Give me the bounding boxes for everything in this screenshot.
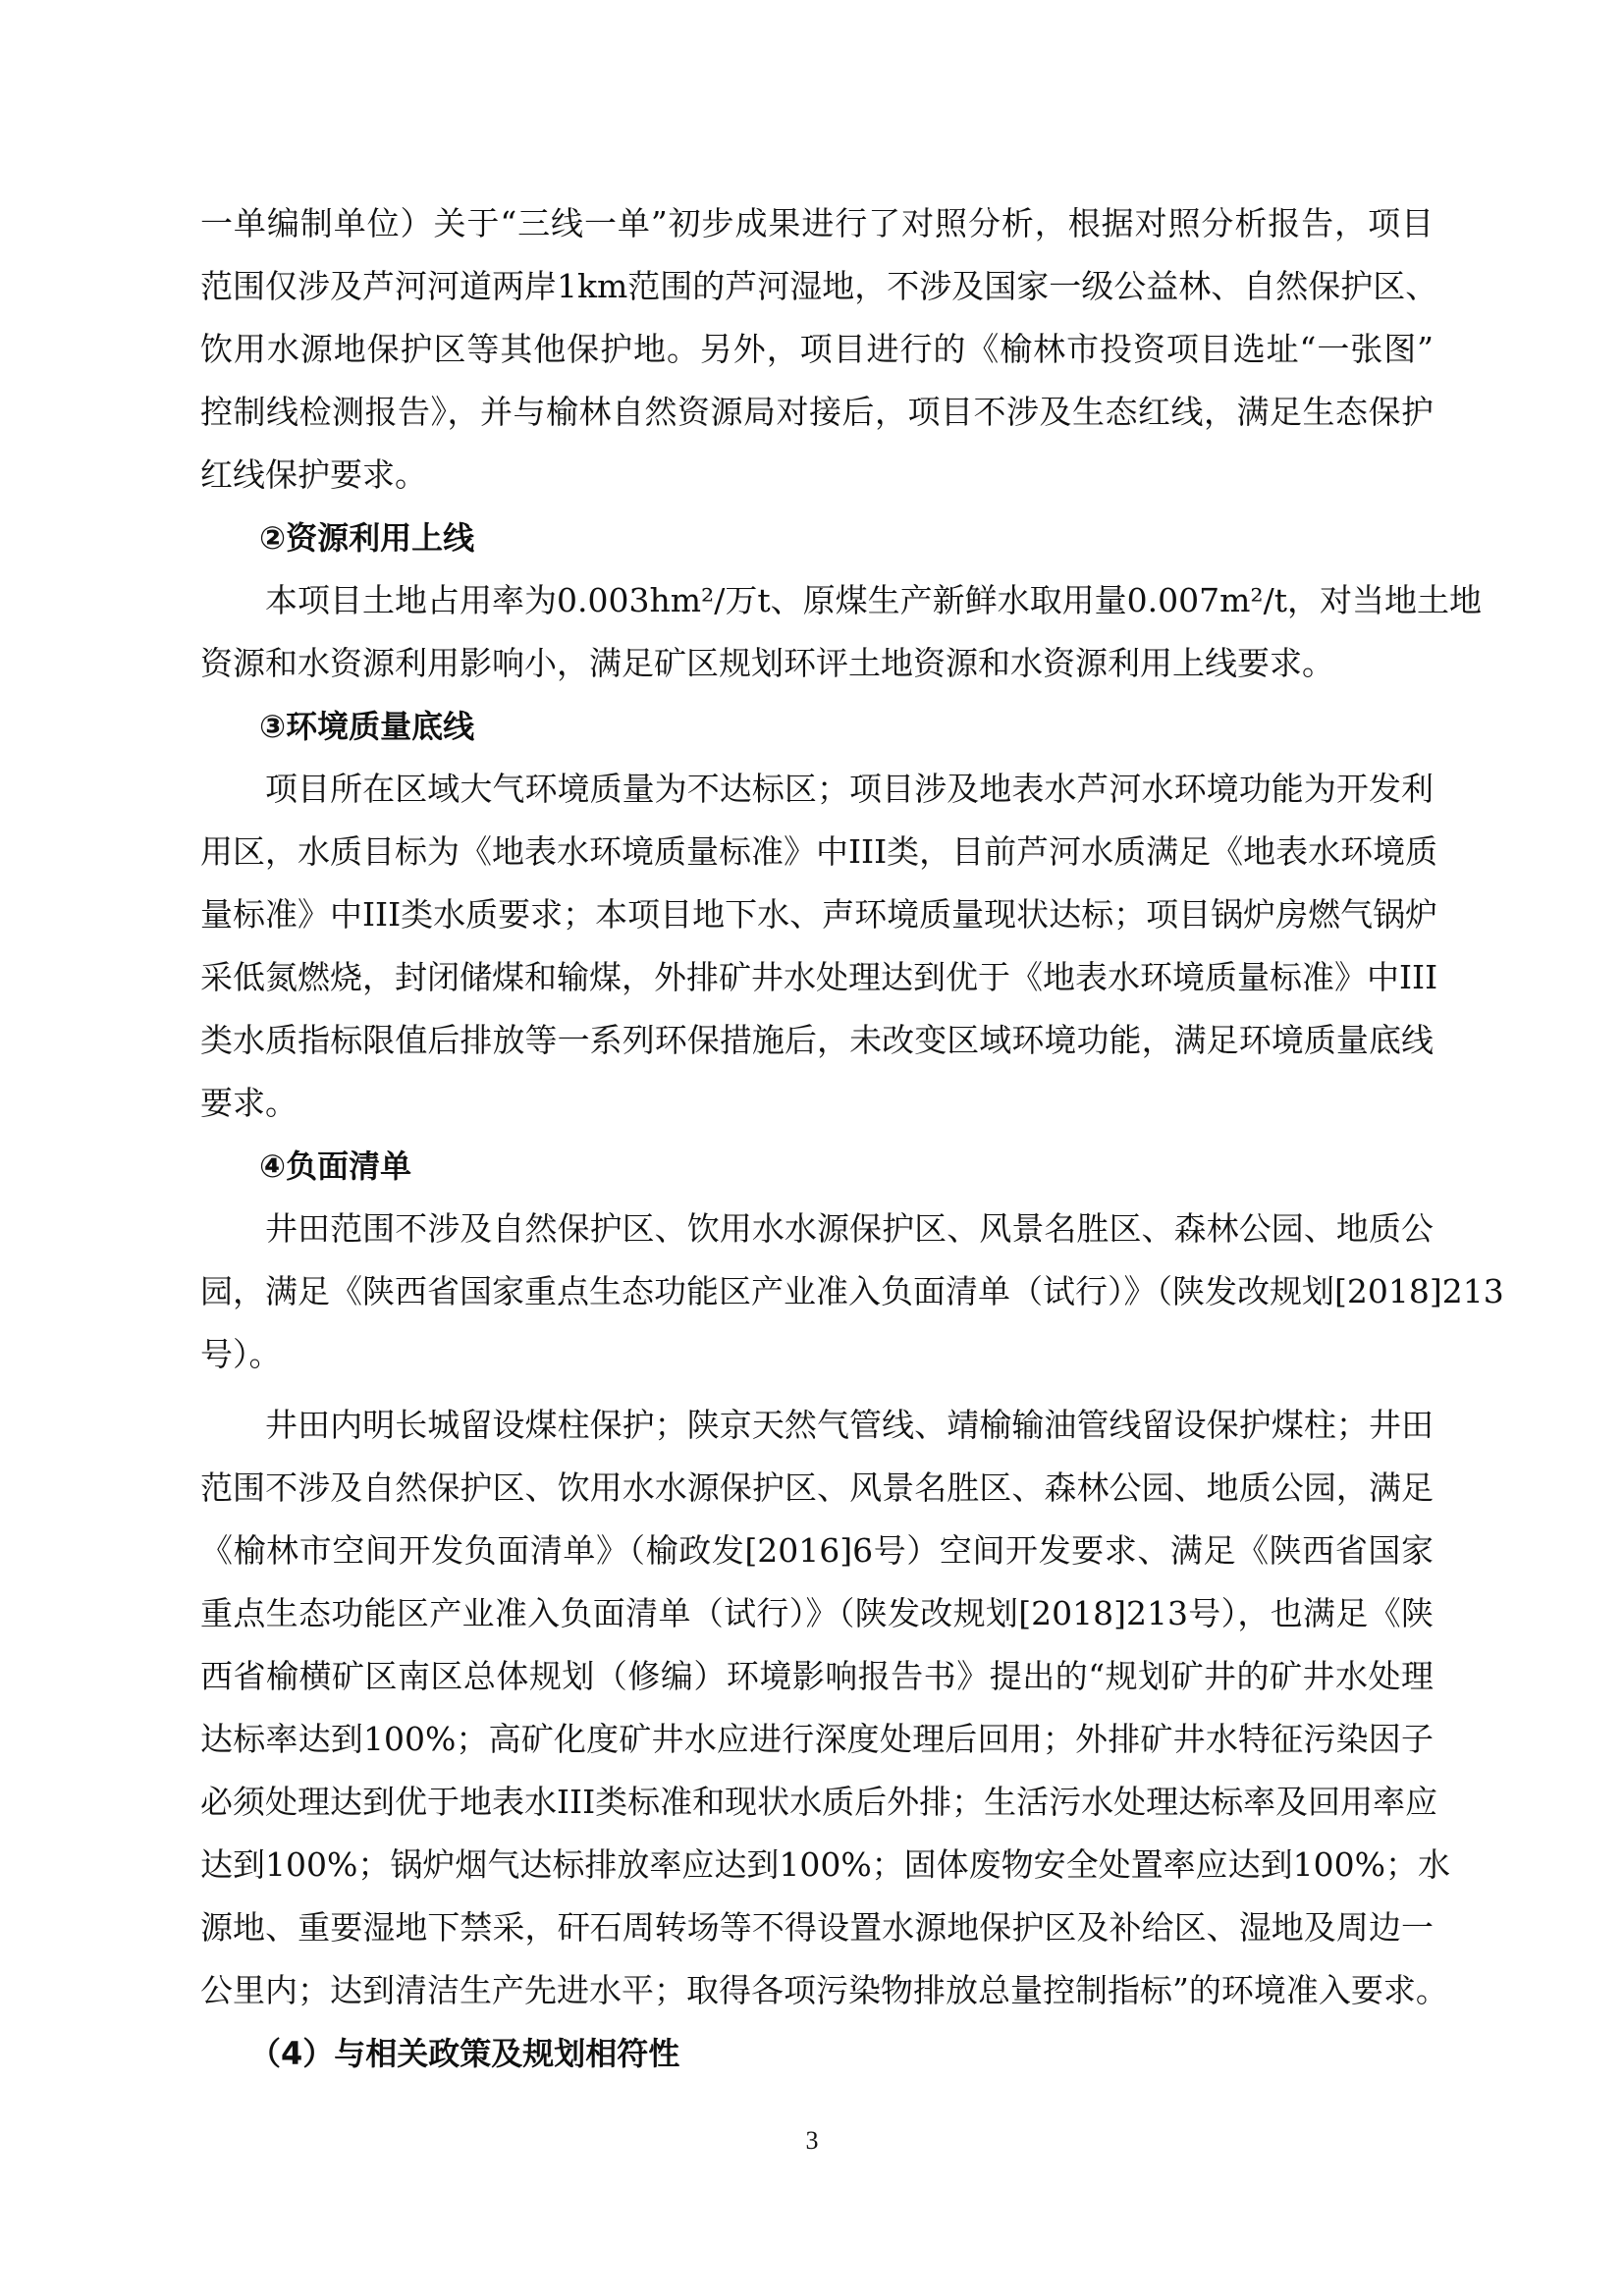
section-heading-environment-quality: ③环境质量底线 (259, 708, 475, 745)
paragraph-line: 达标率达到100%；高矿化度矿井水应进行深度处理后回用；外排矿井水特征污染因子 (200, 1720, 1434, 1758)
section-heading-resource-limit: ②资源利用上线 (259, 519, 475, 557)
paragraph-line: 必须处理达到优于地表水III类标准和现状水质后外排；生活污水处理达标率及回用率应 (200, 1783, 1438, 1821)
paragraph-line: 西省榆横矿区南区总体规划（修编）环境影响报告书》提出的“规划矿井的矿井水处理 (200, 1657, 1434, 1695)
paragraph-line: 采低氮燃烧，封闭储煤和输煤，外排矿井水处理达到优于《地表水环境质量标准》中III (200, 958, 1438, 996)
paragraph-line: 《榆林市空间开发负面清单》（榆政发[2016]6号）空间开发要求、满足《陕西省国家 (200, 1531, 1434, 1570)
paragraph-line: 项目所在区域大气环境质量为不达标区；项目涉及地表水芦河水环境功能为开发利 (265, 770, 1434, 808)
paragraph-line: 重点生态功能区产业准入负面清单（试行）》（陕发改规划[2018]213号），也满足《陕 (200, 1594, 1434, 1632)
paragraph-line: 饮用水源地保护区等其他保护地。另外，项目进行的《榆林市投资项目选址“一张图” (200, 330, 1434, 368)
paragraph-line: 达到100%；锅炉烟气达标排放率应达到100%；固体废物安全处置率应达到100%；水 (200, 1845, 1451, 1884)
section-heading-policy-conformity: （4）与相关政策及规划相符性 (249, 2035, 680, 2072)
section-heading-negative-list: ④负面清单 (259, 1148, 412, 1185)
paragraph-line: 号）。 (200, 1335, 282, 1373)
paragraph-line: 控制线检测报告》，并与榆林自然资源局对接后，项目不涉及生态红线，满足生态保护 (200, 393, 1434, 431)
paragraph-line: 井田内明长城留设煤柱保护；陕京天然气管线、靖榆输油管线留设保护煤柱；井田 (265, 1406, 1434, 1444)
paragraph-line: 源地、重要湿地下禁采，矸石周转场等不得设置水源地保护区及补给区、湿地及周边一 (200, 1908, 1434, 1947)
paragraph-line: 本项目土地占用率为0.003hm²/万t、原煤生产新鲜水取用量0.007m²/t，对当地土地 (265, 581, 1482, 619)
paragraph-line: 公里内；达到清洁生产先进水平；取得各项污染物排放总量控制指标”的环境准入要求。 (200, 1971, 1448, 2009)
paragraph-line: 类水质指标限值后排放等一系列环保措施后，未改变区域环境功能，满足环境质量底线 (200, 1021, 1434, 1059)
paragraph-line: 范围不涉及自然保护区、饮用水水源保护区、风景名胜区、森林公园、地质公园，满足 (200, 1468, 1434, 1507)
paragraph-spacer (200, 1386, 1434, 1394)
paragraph-line: 量标准》中III类水质要求；本项目地下水、声环境质量现状达标；项目锅炉房燃气锅炉 (200, 895, 1438, 934)
paragraph-line: 井田范围不涉及自然保护区、饮用水水源保护区、风景名胜区、森林公园、地质公 (265, 1209, 1434, 1248)
paragraph-line: 一单编制单位）关于“三线一单”初步成果进行了对照分析，根据对照分析报告，项目 (200, 204, 1434, 242)
paragraph-line: 红线保护要求。 (200, 455, 427, 494)
paragraph-line: 用区，水质目标为《地表水环境质量标准》中III类，目前芦河水质满足《地表水环境质 (200, 832, 1438, 871)
page-number: 3 (805, 2126, 819, 2155)
paragraph-line: 要求。 (200, 1084, 298, 1122)
page-content (200, 192, 1504, 2085)
paragraph-line: 园，满足《陕西省国家重点生态功能区产业准入负面清单（试行）》（陕发改规划[2018]213 (200, 1272, 1504, 1310)
paragraph-line: 范围仅涉及芦河河道两岸1km范围的芦河湿地，不涉及国家一级公益林、自然保护区、 (200, 267, 1438, 305)
paragraph-line: 资源和水资源利用影响小，满足矿区规划环评土地资源和水资源利用上线要求。 (200, 644, 1334, 682)
